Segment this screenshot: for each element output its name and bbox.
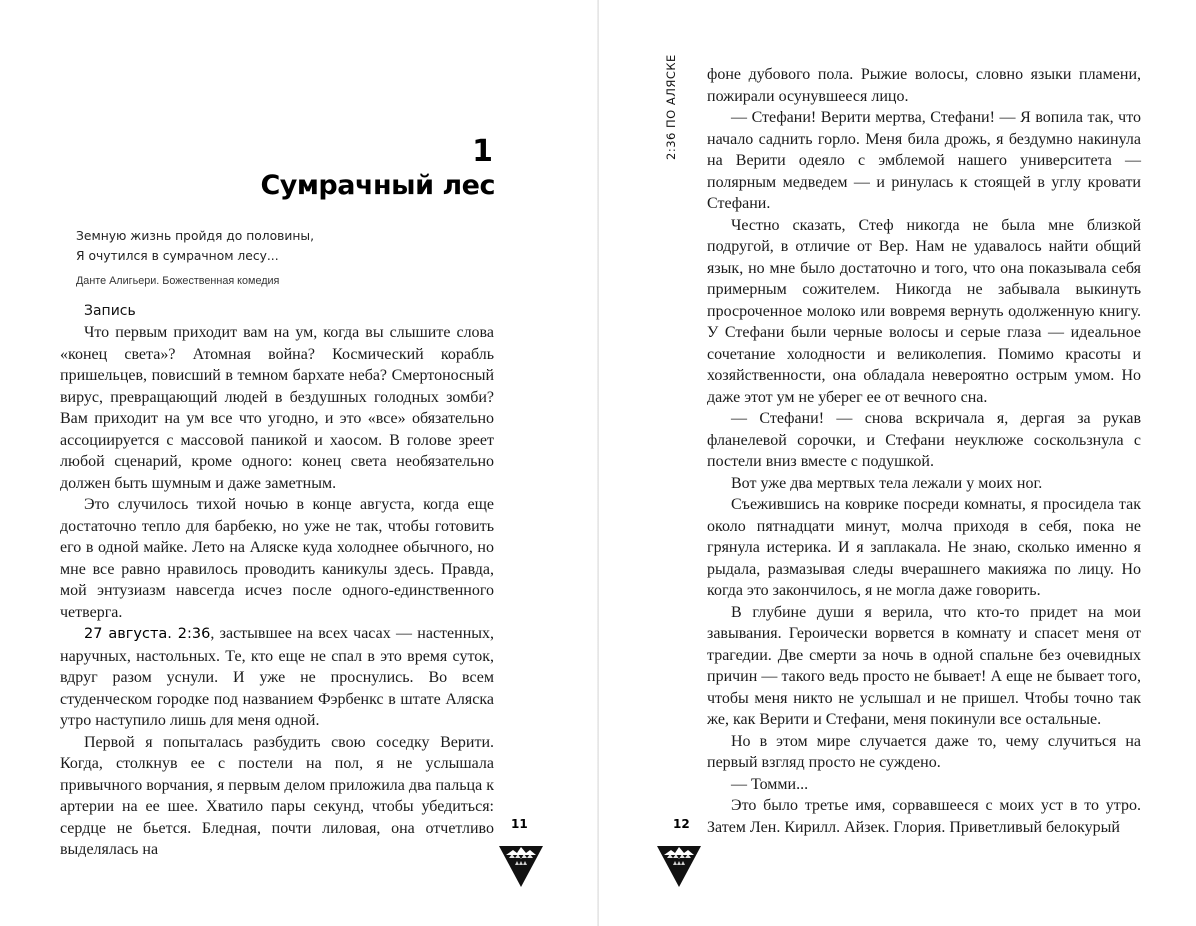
paragraph [60, 623, 494, 732]
chapter-number: 1 [472, 134, 493, 169]
paragraph: Честно сказать, Стеф никогда не была мне близкой подругой, в отличие от Вер. Нам не удавалось найти общий язык, но мне было достаточно и того, что она показывала себя примерным сожителем. Никогда не забывала выкинуть просроченное молоко или вовремя вернуть одолженную книгу. У Стефани были черные волосы и серые глаза — идеальное сочетание холодности и великолепия. Помимо красоты и хозяйственности, она обладала невероятно острым умом. Но даже этот ум не уберег ее от вечного сна. [707, 216, 1141, 406]
page-number: 11 [511, 817, 528, 831]
section-heading: Запись [84, 303, 136, 319]
paragraph: Но в этом мире случается даже то, чему случиться на первый взгляд просто не суждено. [707, 732, 1141, 771]
paragraph: Съежившись на коврике посреди комнаты, я просидела так около пятнадцати минут, молча приходя в себя, пока не грянула истерика. И я заплакала. Не знаю, сколько именно я рыдала, размазывая следы вчерашнего макияжа по лицу. Но когда это закончилось, я не могла даже говорить. [707, 496, 1141, 599]
epigraph-line: Я очутился в сумрачном лесу... [76, 249, 279, 263]
epigraph-source: Данте Алигьери. Божественная комедия [76, 275, 280, 287]
paragraph: Это случилось тихой ночью в конце августа, когда еще достаточно тепло для барбекю, но уже не так, чтобы готовить его в одной майке. Лето на Аляске куда холоднее обычного, но мне все равно нравилось проводить каникулы здесь. Правда, мой энтузиазм навсегда исчез после одного-единственного четверга. [60, 496, 494, 621]
page-number: 12 [673, 817, 690, 831]
paragraph: Это было третье имя, сорвавшееся с моих уст в то утро. Затем Лен. Кирилл. Айзек. Глория. Приветливый белокурый [707, 797, 1141, 836]
paragraph-continuation: фоне дубового пола. Рыжие волосы, словно языки пламени, пожирали осунувшееся лицо. [707, 66, 1141, 105]
epigraph [76, 226, 416, 291]
running-head: 2:36 ПО АЛЯСКЕ [664, 54, 678, 160]
paragraph-text: , застывшее на всех часах — настенных, наручных, настольных. Те, кто еще не спал в это время суток, вдруг разом уснули. И уже не проснулись. Во всем студенческом городке под названием Фэрбенкс в штате Аляска утро наступило лишь для меня одной. [60, 625, 495, 729]
paragraph: Первой я попыталась разбудить свою соседку Верити. Когда, столкнув ее с постели на пол, я не услышала привычного ворчания, я первым делом приложила два пальца к артерии на ее шее. Хватило пары секунд, чтобы убедиться: сердце не бьется. Бледная, почти лиловая, она отчетливо выделялась на [60, 733, 494, 858]
epigraph-line: Земную жизнь пройдя до половины, [76, 229, 315, 243]
paragraph: В глубине души я верила, что кто-то придет на мои завывания. Героически ворвется в комнату и спасет меня от трагедии. Две смерти за ночь в одной спальне без очевидных причин — такого ведь просто не бывает! А еще не бывает того, чтобы меня никто не услышал и не пришел. Чтобы точно так же, как Верити и Стефани, меня покинули все остальные. [707, 603, 1141, 728]
left-body-text [60, 322, 494, 861]
right-body-text [707, 64, 1141, 838]
mountain-forest-emblem-icon [656, 842, 702, 888]
paragraph: — Стефани! Верити мертва, Стефани! — Я вопила так, что начало саднить горло. Меня била дрожь, я бездумно накинула на Верити одеяло с эмблемой нашего университета — полярным медведем — и ринулась к стоящей в углу кровати Стефани. [707, 109, 1141, 212]
paragraph: — Томми... [731, 775, 809, 793]
paragraph: Вот уже два мертвых тела лежали у моих ног. [731, 474, 1043, 492]
chapter-title: Сумрачный лес [260, 170, 495, 201]
paragraph: — Стефани! — снова вскричала я, дергая за рукав фланелевой сорочки, и Стефани неуклюже соскользнула с постели вниз вместе с подушкой. [707, 410, 1141, 470]
date-lead: 27 августа. 2:36 [84, 626, 211, 642]
mountain-forest-emblem-icon [498, 842, 544, 888]
paragraph: Что первым приходит вам на ум, когда вы слышите слова «конец света»? Атомная война? Космический корабль пришельцев, повисший в темном бархате неба? Смертоносный вирус, превращающий людей в бездушных голодных зомби? Вам приходит на ум все что угодно, и это «все» обязательно ассоциируется с массовой паникой и хаосом. В голове зреет любой сценарий, кроме одного: конец света необязательно должен быть шумным и даже заметным. [60, 324, 494, 492]
